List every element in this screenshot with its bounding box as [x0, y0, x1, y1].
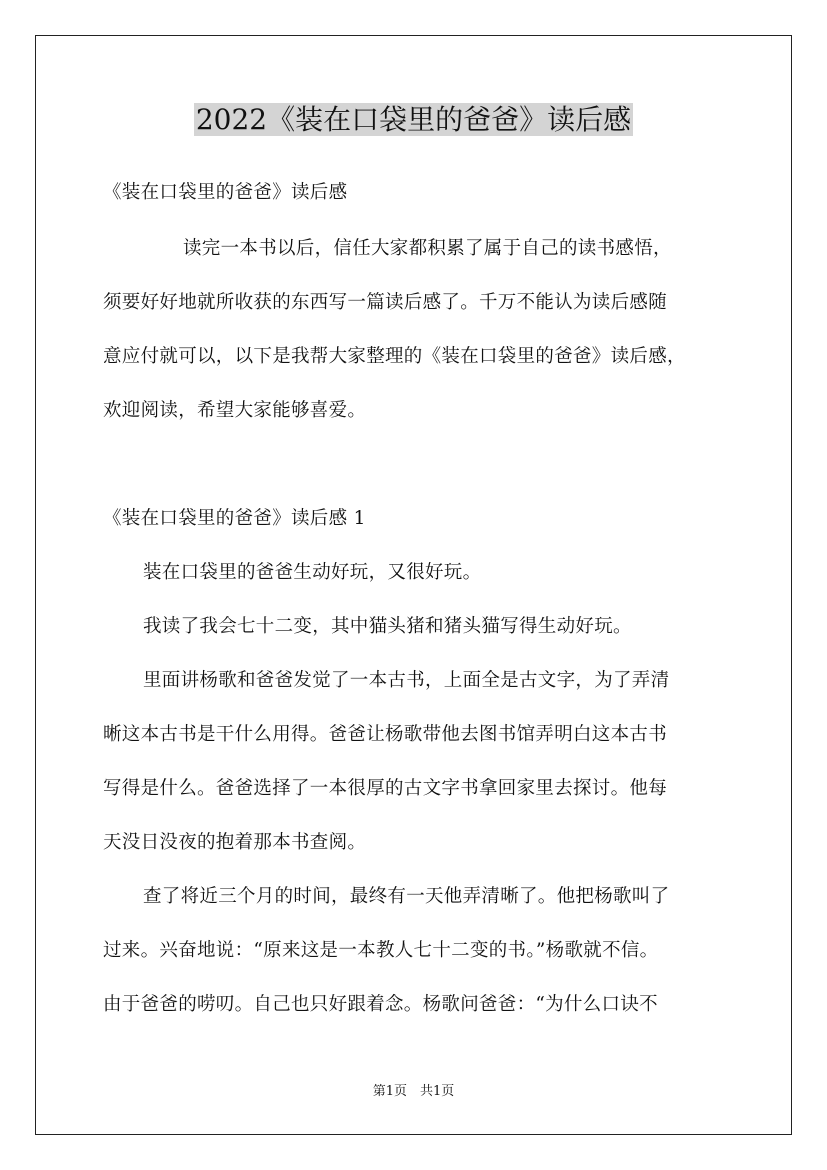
subtitle: 《装在口袋里的爸爸》读后感: [103, 182, 348, 203]
body-line: 由于爸爸的唠叨。自己也只好跟着念。杨歌问爸爸：“为什么口诀不: [103, 994, 658, 1015]
body-line: 里面讲杨歌和爸爸发觉了一本古书，上面全是古文字，为了弄清: [143, 670, 670, 691]
body-line: 晰这本古书是干什么用得。爸爸让杨歌带他去图书馆弄明白这本古书: [103, 724, 668, 745]
body-line: 我读了我会七十二变，其中猫头猪和猪头猫写得生动好玩。: [143, 616, 632, 637]
page-footer: 第1页 共1页: [372, 1084, 455, 1099]
body-line: 写得是什么。爸爸选择了一本很厚的古文字书拿回家里去探讨。他每: [103, 778, 668, 799]
intro-line: 须要好好地就所收获的东西写一篇读后感了。千万不能认为读后感随: [103, 292, 668, 313]
section-heading: 《装在口袋里的爸爸》读后感 1: [103, 508, 366, 529]
intro-line: 意应付就可以，以下是我帮大家整理的《装在口袋里的爸爸》读后感，: [103, 346, 686, 367]
intro-line: 欢迎阅读，希望大家能够喜爱。: [103, 400, 367, 421]
body-line: 天没日没夜的抱着那本书查阅。: [103, 832, 367, 853]
intro-line: 读完一本书以后，信任大家都积累了属于自己的读书感悟，: [183, 238, 672, 259]
body-line: 装在口袋里的爸爸生动好玩，又很好玩。: [143, 562, 482, 583]
body-line: 查了将近三个月的时间，最终有一天他弄清晰了。他把杨歌叫了: [143, 886, 670, 907]
body-line: 过来。兴奋地说：“原来这是一本教人七十二变的书。”杨歌就不信。: [103, 940, 659, 961]
document-title: 2022《装在口袋里的爸爸》读后感: [195, 103, 632, 136]
